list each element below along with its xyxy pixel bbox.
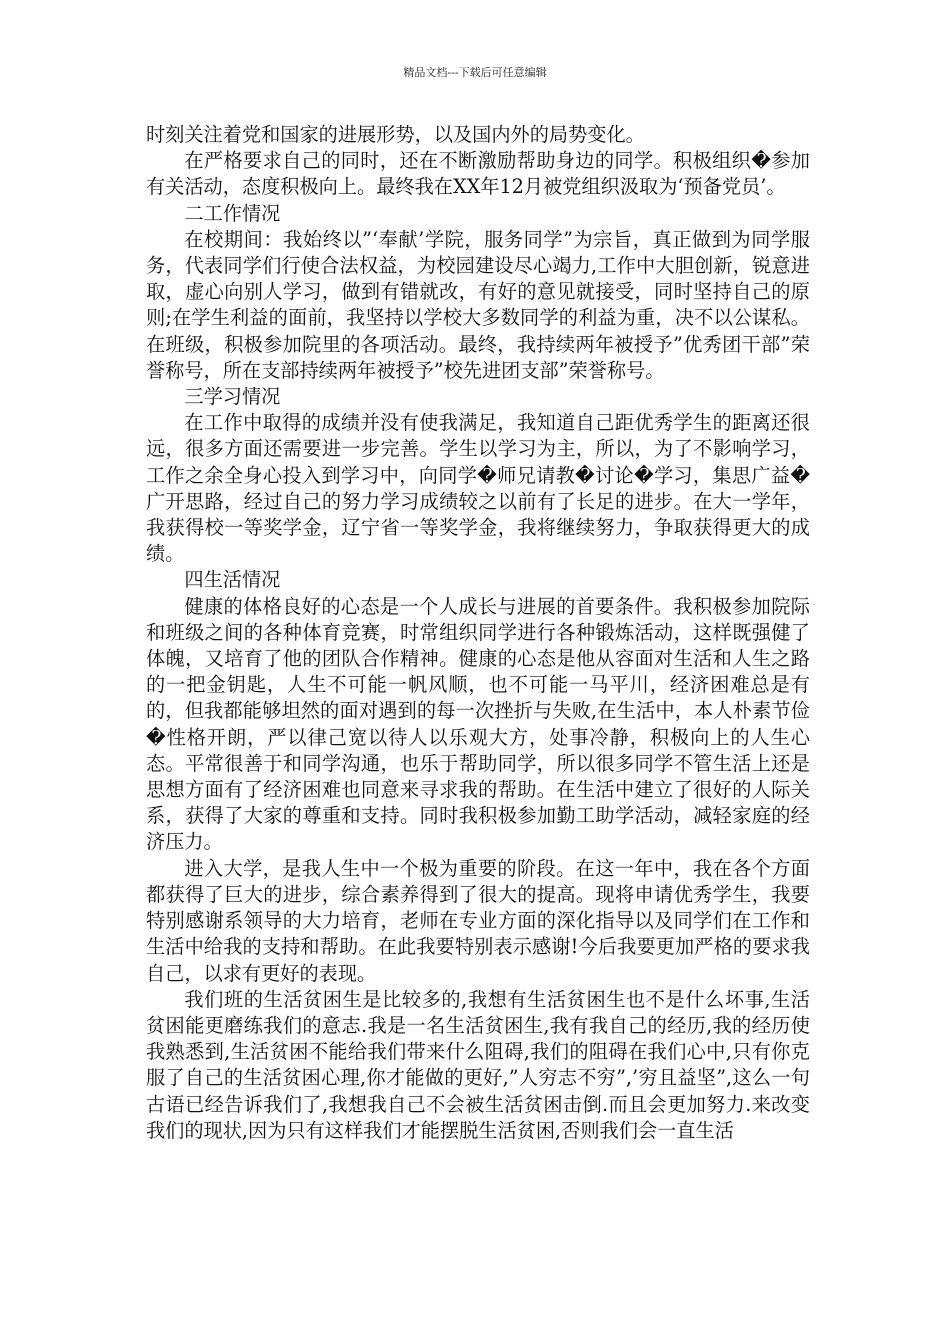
page-header: 精品文档---下载后可任意编辑 [403, 66, 547, 79]
paragraph-study: 在工作中取得的成绩并没有使我满足，我知道自己距优秀学生的距离还很远，很多方面还需要进一步完善。学生以学习为主，所以，为了不影响学习，工作之余全身心投入到学习中，向同学�师兄请教�讨论�学习，集思广益�广开思路，经过自己的努力学习成绩较之以前有了长足的进步。在大一学年，我获得校一等奖学金，辽宁省一等奖学金，我将继续努力，争取获得更大的成绩。 [146, 411, 810, 566]
document-body [146, 122, 810, 1144]
section-heading-life: 四生活情况 [184, 568, 281, 592]
paragraph-work: 在校期间：我始终以”‘奉献’学院，服务同学”为宗旨，真正做到为同学服务，代表同学们行使合法权益，为校园建设尽心竭力,工作中大胆创新，锐意进取，虚心向别人学习，做到有错就改，有好的意见就接受，同时坚持自己的原则;在学生利益的面前，我坚持以学校大多数同学的利益为重，决不以公谋私。在班级，积极参加院里的各项活动。最终，我持续两年被授予”优秀团干部”荣誉称号，所在支部持续两年被授予”校先进团支部”荣誉称号。 [146, 227, 810, 382]
paragraph-summary: 进入大学，是我人生中一个极为重要的阶段。在这一年中，我在各个方面都获得了巨大的进步，综合素养得到了很大的提高。现将申请优秀学生，我要特别感谢系领导的大力培育，老师在专业方面的深化指导以及同学们在工作和生活中给我的支持和帮助。在此我要特别表示感谢!今后我要更加严格的要求我自己，以求有更好的表现。 [146, 856, 810, 985]
paragraph-party: 在严格要求自己的同时，还在不断激励帮助身边的同学。积极组织�参加有关活动，态度积极向上。最终我在XX年12月被党组织汲取为‘预备党员’。 [146, 149, 810, 199]
section-heading-work: 二工作情况 [184, 201, 281, 225]
section-heading-study: 三学习情况 [184, 385, 281, 409]
paragraph-continuation: 时刻关注着党和国家的进展形势，以及国内外的局势变化。 [146, 123, 645, 146]
paragraph-life: 健康的体格良好的心态是一个人成长与进展的首要条件。我积极参加院际和班级之间的各种体育竞赛，时常组织同学进行各种锻炼活动，这样既强健了体魄，又培育了他的团队合作精神。健康的心态是他从容面对生活和人生之路的一把金钥匙，人生不可能一帆风顺，也不可能一马平川，经济困难总是有的，但我都能够坦然的面对遇到的每一次挫折与失败,在生活中，本人朴素节俭�性格开朗，严以律己宽以待人以乐观大方，处事冷静，积极向上的人生心态。平常很善于和同学沟通，也乐于帮助同学，所以很多同学不管生活上还是思想方面有了经济困难也同意来寻求我的帮助。在生活中建立了很好的人际关系，获得了大家的尊重和支持。同时我积极参加勤工助学活动，减轻家庭的经济压力。 [146, 594, 810, 854]
paragraph-poverty: 我们班的生活贫困生是比较多的,我想有生活贫困生也不是什么坏事,生活贫困能更磨练我们的意志.我是一名生活贫困生,我有我自己的经历,我的经历使我熟悉到,生活贫困不能给我们带来什么阻碍,我们的阻碍在我们心中,只有你克服了自己的生活贫困心理,你才能做的更好,”人穷志不穷”,’穷且益坚”,这么一句古语已经告诉我们了,我想我自己不会被生活贫困击倒.而且会更加努力.来改变我们的现状,因为只有这样我们才能摆脱生活贫困,否则我们会一直生活 [146, 987, 810, 1142]
